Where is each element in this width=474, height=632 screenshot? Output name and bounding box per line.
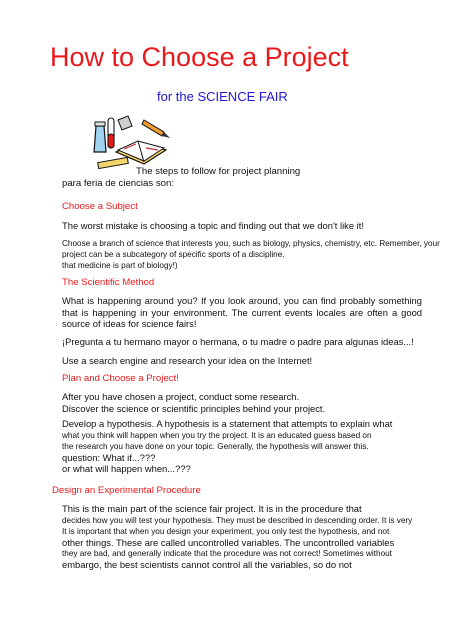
paragraph-line: Choose a branch of science that interests you, such as biology, physics, chemistry, etc. Remember, your	[62, 239, 440, 248]
paragraph	[62, 503, 422, 571]
intro-line: The steps to follow for project planning	[136, 166, 301, 177]
paragraph-line: question: What if...???	[62, 451, 156, 463]
section-heading-scientific-method: The Scientific Method	[62, 277, 155, 288]
paragraph-line: After you have chosen a project, conduct some research.	[62, 391, 300, 402]
paragraph-line: what you think will happen when you try the project. It is an educated guess based on	[62, 430, 372, 440]
paragraph-line: other things. These are called uncontrolled variables. The uncontrolled variables	[62, 536, 395, 548]
paragraph-line: Discover the science or scientific principles behind your project.	[62, 402, 326, 414]
section-heading-choose-subject: Choose a Subject	[62, 201, 138, 212]
paragraph-line: the research you have done on your topic. Generally, the hypothesis will answer this.	[62, 441, 369, 451]
paragraph	[62, 391, 422, 414]
paragraph: The worst mistake is choosing a topic and finding out that we don't like it!	[62, 220, 364, 231]
paragraph-line: they are bad, and generally indicate that the procedure was not correct! Sometimes without	[62, 549, 392, 558]
intro-line: para feria de ciencias son:	[62, 178, 174, 189]
paragraph-line: project can be a subcategory of specific sports of a discipline.	[62, 250, 285, 259]
section-heading-design-procedure: Design an Experimental Procedure	[52, 485, 201, 496]
paragraph-line: Develop a hypothesis. A hypothesis is a statement that attempts to explain what	[62, 418, 393, 429]
paragraph-line: This is the main part of the science fair project. It is in the procedure that	[62, 503, 362, 514]
paragraph-line: embargo, the best scientists cannot control all the variables, so do not	[62, 559, 352, 570]
paragraph	[62, 238, 440, 271]
paragraph: What is happening around you? If you look around, you can find probably something that is happening in your environment. The current events locales are often a good source of ideas for science fairs!	[62, 295, 422, 329]
paragraph-line: It is important that when you design your experiment, you only test the hypothesis, and not	[62, 526, 390, 536]
paragraph	[62, 418, 422, 475]
paragraph-line: or what will happen when...???	[62, 463, 191, 474]
paragraph: ¡Pregunta a tu hermano mayor o hermana, o tu madre o padre para algunas ideas...!	[62, 336, 414, 347]
page-title: How to Choose a Project	[50, 42, 349, 72]
paragraph: Use a search engine and research your idea on the Internet!	[62, 355, 313, 366]
paragraph-line: that medicine is part of biology!)	[62, 261, 178, 270]
section-heading-plan-project: Plan and Choose a Project!	[62, 373, 179, 384]
paragraph-line: decides how you will test your hypothesis. They must be described in descending order. It is very	[62, 515, 413, 525]
page-subtitle: for the SCIENCE FAIR	[157, 89, 288, 104]
